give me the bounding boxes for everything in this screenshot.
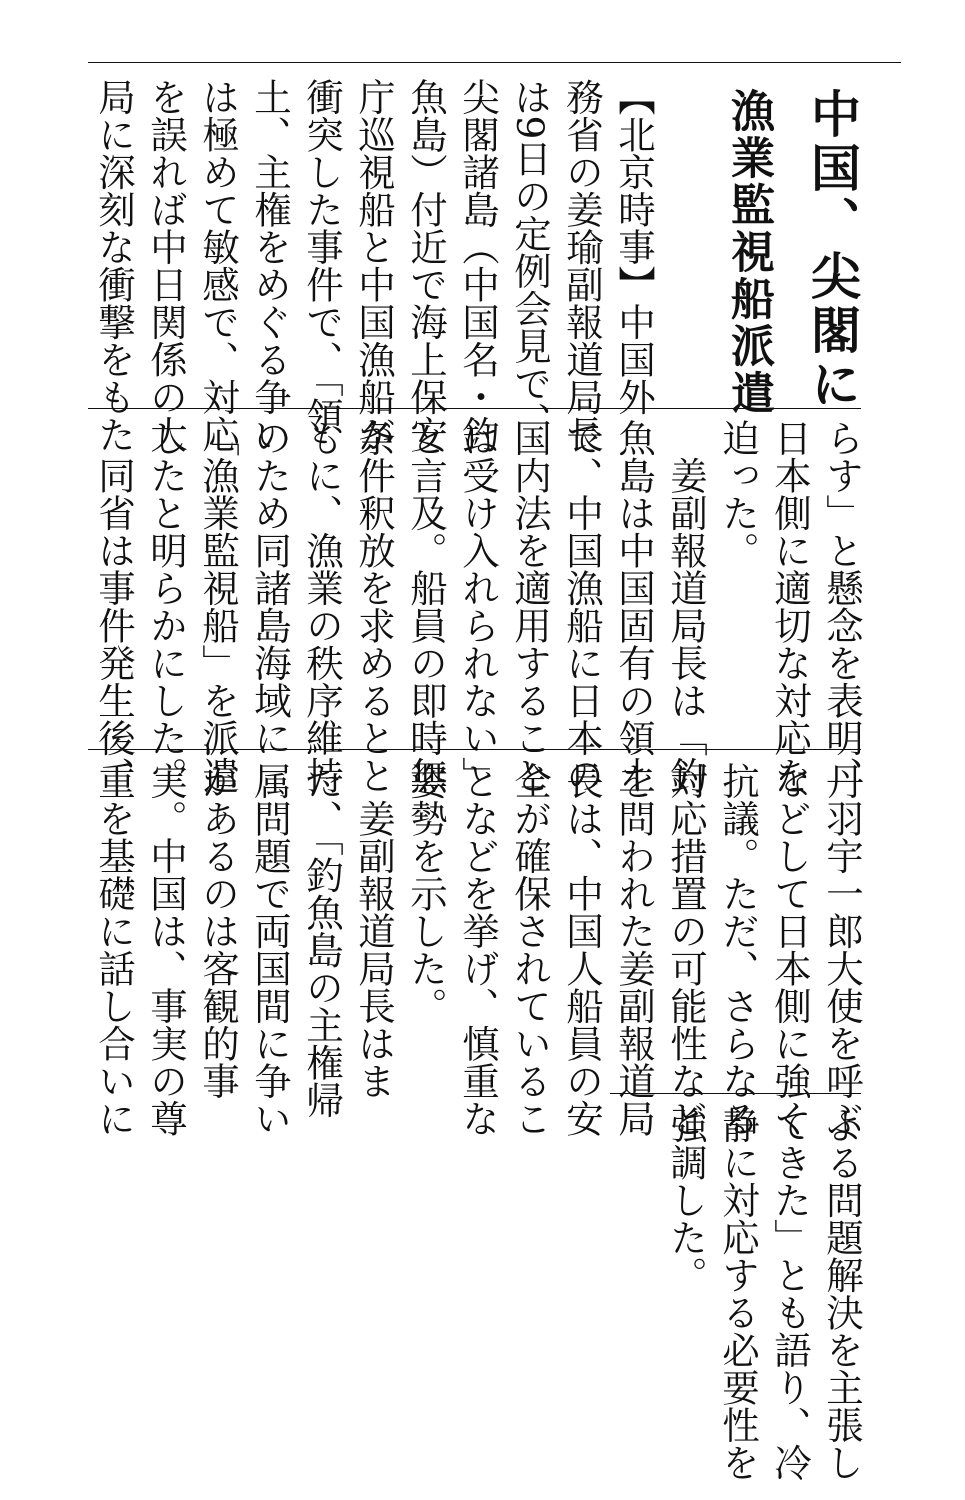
text-column: で、中国漁船に日本の	[560, 419, 604, 794]
text-column: 土、主権をめぐる争い	[248, 78, 292, 453]
text-column: 属問題で両国間に争い	[248, 762, 292, 1137]
text-column: 対応措置の可能性など	[664, 762, 708, 1137]
text-column: などして日本側に強く	[768, 762, 812, 1137]
text-column: 条件釈放を求めるとと	[352, 419, 396, 794]
text-column: 同省は事件発生後、	[92, 419, 136, 794]
text-column: 務省の姜瑜副報道局長	[560, 78, 604, 453]
text-column: は受け入れられない」	[456, 419, 500, 794]
text-column: 姜副報道局長はま	[352, 762, 396, 1100]
text-column: よる問題解決を主張し	[820, 1106, 864, 1481]
text-column: 姿勢を示した。	[404, 762, 448, 1025]
article-tier-1	[88, 78, 660, 453]
text-column: 「漁業監視船」を派遣	[196, 419, 240, 794]
text-column: があるのは客観的事	[196, 762, 240, 1100]
text-column: 日本側に適切な対応を	[768, 419, 812, 794]
article-tier-4	[660, 1106, 868, 1481]
text-column: 魚島は中国固有の領土	[612, 419, 656, 794]
text-column: を問われた姜副報道局	[612, 762, 656, 1137]
text-column: 実。中国は、事実の尊	[144, 762, 188, 1137]
text-column: は極めて敏感で、対応	[196, 78, 240, 453]
text-column: 静に対応する必要性を	[716, 1106, 760, 1481]
text-column: は9日の定例会見で、	[508, 78, 552, 440]
article-tier-3	[88, 762, 868, 1137]
text-column: のため同諸島海域に	[248, 419, 292, 757]
text-column: したと明らかにした。	[144, 419, 188, 794]
text-column: 全が確保されているこ	[508, 762, 552, 1137]
text-column: 丹羽宇一郎大使を呼ぶ	[820, 762, 864, 1137]
text-column: を誤れば中日関係の大	[144, 78, 188, 453]
text-column: てきた」とも語り、冷	[768, 1106, 812, 1481]
text-column: 局に深刻な衝撃をもた	[92, 78, 136, 453]
text-column: 国内法を適用すること	[508, 419, 552, 794]
text-column: 庁巡視船と中国漁船が	[352, 78, 396, 453]
text-column: 姜副報道局長は「釣	[664, 419, 708, 794]
text-column: 重を基礎に話し合いに	[92, 762, 136, 1137]
top-rule	[88, 62, 901, 63]
text-column: 魚島）付近で海上保安	[404, 78, 448, 453]
text-column: と言及。船員の即時無	[404, 419, 448, 794]
text-column: 迫った。	[716, 419, 760, 569]
text-column: 衝突した事件で、「領	[300, 78, 344, 435]
headline-main: 中国、尖閣に	[803, 88, 861, 412]
headline-sub: 漁業監視船派遣	[723, 88, 774, 417]
text-column: らす」と懸念を表明、	[820, 419, 864, 794]
text-column: た、「釣魚島の主権帰	[300, 762, 344, 1119]
text-column: 抗議。ただ、さらなる	[716, 762, 760, 1137]
text-column: 【北京時事】中国外	[612, 78, 656, 416]
text-column: となどを挙げ、慎重な	[456, 762, 500, 1137]
text-column: 強調した。	[664, 1106, 708, 1294]
article-tier-2	[88, 419, 868, 794]
text-column: 尖閣諸島（中国名・釣	[456, 78, 500, 453]
text-column: もに、漁業の秩序維持	[300, 419, 344, 794]
text-column: 長は、中国人船員の安	[560, 762, 604, 1137]
